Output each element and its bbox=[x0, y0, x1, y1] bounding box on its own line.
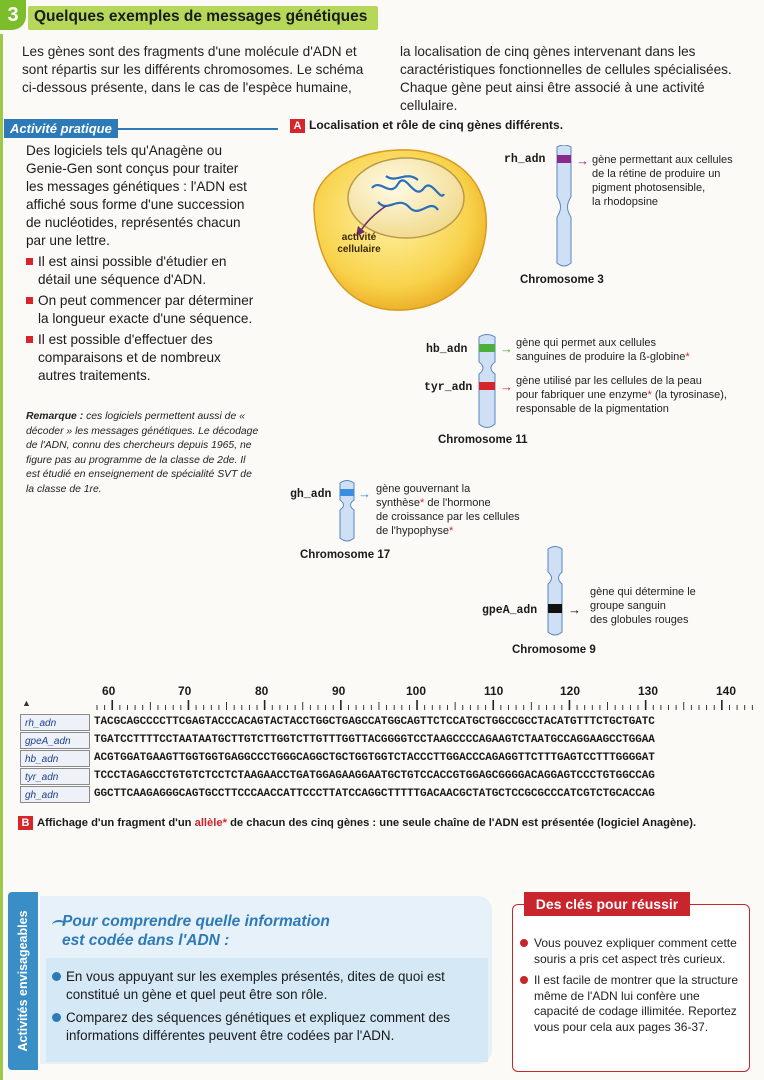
gene-band-tyr bbox=[479, 382, 495, 390]
figure-a-title: A Localisation et rôle de cinq gènes différents. bbox=[290, 118, 563, 133]
remarque-note bbox=[26, 410, 260, 497]
chromosome-17 bbox=[337, 480, 357, 544]
section-title: Quelques exemples de messages génétiques bbox=[34, 8, 368, 25]
activite-bullet: Il est possible d'effectuer des comparaisons et de nombreux autres traitements. bbox=[26, 331, 258, 385]
gene-label-tyr: tyr_adn bbox=[424, 381, 473, 394]
sequence-value: TCCCTAGAGCCTGTGTCTCCTCTAAGAACCTGATGGAGAAGGAATGCTGTCCACCGTGGAGCGGGGACAGGAGTCCCTGTGGCCAG bbox=[94, 770, 655, 782]
ruler-tick-label: 60 bbox=[102, 684, 116, 698]
bullet-dot-icon bbox=[52, 972, 61, 981]
chromosome-3 bbox=[554, 145, 574, 267]
table-row bbox=[16, 768, 756, 785]
gene-desc-hb: gène qui permet aux cellules sanguines de produire la ß-globine* bbox=[516, 337, 690, 363]
activites-list bbox=[52, 968, 482, 1045]
gene-label-gh: gh_adn bbox=[290, 488, 332, 501]
ruler-tick-label: 140 bbox=[716, 684, 737, 698]
sequence-name[interactable]: gpeA_adn bbox=[20, 732, 90, 749]
figure-a-letter: A bbox=[290, 119, 305, 133]
arrow-right-icon: → bbox=[500, 379, 513, 394]
table-row bbox=[16, 786, 756, 803]
sequence-name[interactable]: rh_adn bbox=[20, 714, 90, 731]
activites-title: Pour comprendre quelle information est codée dans l'ADN : bbox=[62, 913, 330, 949]
bullet-dot-icon bbox=[520, 976, 528, 984]
sequence-value: TACGCAGCCCCTTCGAGTACCCACAGTACTACCTGGCTGAGCCATGGCAGTTCTCCATGCTGGCCGCCTACATGTTTCTGCTGATC bbox=[94, 716, 655, 728]
chromosome-11 bbox=[476, 334, 498, 430]
bullet-dot-icon bbox=[520, 939, 528, 947]
page-edge-stripe bbox=[0, 34, 3, 1080]
gene-desc-rh: gène permettant aux cellules de la rétine de produire un pigment photosensible, la rhodopsine bbox=[592, 154, 733, 208]
ruler-ticks bbox=[94, 700, 756, 710]
nucleus bbox=[348, 158, 464, 238]
ruler-tick-label: 120 bbox=[560, 684, 581, 698]
activite-body bbox=[26, 142, 258, 385]
title-swoosh-icon bbox=[52, 920, 66, 930]
activites-side-label-wrap bbox=[8, 892, 38, 1070]
activite-pratique-banner: Activité pratique bbox=[4, 119, 118, 138]
ruler-tick-label: 90 bbox=[332, 684, 346, 698]
table-row bbox=[16, 714, 756, 731]
bullet-dot-icon bbox=[52, 1013, 61, 1022]
ruler-tick-label: 80 bbox=[255, 684, 269, 698]
gene-label-gpeA: gpeA_adn bbox=[482, 604, 538, 617]
gene-desc-tyr: gène utilisé par les cellules de la peau pour fabriquer une enzyme* (la tyrosinase), responsable de la pigmentation bbox=[516, 375, 727, 415]
sequence-name[interactable]: gh_adn bbox=[20, 786, 90, 803]
sequence-name[interactable]: tyr_adn bbox=[20, 768, 90, 785]
chromosome-17-title: Chromosome 17 bbox=[300, 549, 391, 561]
figure-b-caption: B Affichage d'un fragment d'un allèle* de chacun des cinq gènes : une seule chaîne de l'ADN est présentée (logiciel Anagène). bbox=[18, 816, 696, 830]
cles-title: Des clés pour réussir bbox=[524, 892, 690, 916]
allele-term: allèle bbox=[194, 816, 223, 829]
sequence-ruler bbox=[16, 684, 756, 712]
chromosome-11-title: Chromosome 11 bbox=[438, 434, 528, 446]
bullet-square-icon bbox=[26, 336, 33, 343]
list-item: Il est facile de montrer que la structure même de l'ADN lui confère une capacité de codage illimitée. Reportez vous pour cela aux pages 36-37. bbox=[520, 973, 740, 1035]
cles-list bbox=[520, 936, 740, 1035]
arrow-right-icon: → bbox=[500, 341, 513, 356]
gene-desc-gpeA: gène qui détermine le groupe sanguin des globules rouges bbox=[590, 586, 696, 626]
sequence-value: TGATCCTTTTCCTAATAATGCTTGTCTTGGTCTTGTTTGGTTACGGGGTCCTAAGCCCCAGAAGTCTAATGCCAGGAAGCCTGGAA bbox=[94, 734, 655, 746]
remarque-text: ces logiciels permettent aussi de « décoder » les messages génétiques. Le décodage de l'ADN, connu des chercheurs depuis 1965, ne figure pas au programme de la classe de 2de. Il est étudié en enseignement de spécialité SVT de la classe de 1re. bbox=[26, 411, 259, 495]
gene-desc-gh: gène gouvernant la synthèse* de l'hormone de croissance par les cellules de l'hypophyse* bbox=[376, 483, 520, 537]
intro-left-column: Les gènes sont des fragments d'une molécule d'ADN et sont répartis sur les différents chromosomes. Le schéma ci-dessous présente, dans le cas de l'espèce humaine, bbox=[22, 44, 364, 95]
list-item: En vous appuyant sur les exemples présentés, dites de quoi est constitué un gène et quel peut être son rôle. bbox=[52, 968, 482, 1004]
ruler-tick-label: 130 bbox=[638, 684, 659, 698]
scroll-up-icon[interactable]: ▲ bbox=[22, 698, 31, 708]
sequence-value: GGCTTCAAGAGGGCAGTGCCTTCCCAACCATTCCCTTATCCAGGCTTTTTGACAACGCTATGCTCCGCGCCCATCGTCTGCACCAG bbox=[94, 788, 655, 800]
cell-activity-label: activité cellulaire bbox=[337, 232, 381, 255]
activite-divider bbox=[112, 128, 278, 130]
activite-bullet: On peut commencer par déterminer la longueur exacte d'une séquence. bbox=[26, 292, 258, 328]
remarque-label: Remarque : bbox=[26, 411, 84, 422]
ruler-tick-label: 100 bbox=[406, 684, 427, 698]
arrow-right-icon: → bbox=[576, 153, 589, 168]
activite-paragraph: Des logiciels tels qu'Anagène ou Genie-Gen sont conçus pour traiter les messages génétiques : l'ADN est affiché sous forme d'une succession de nucléotides, représentés chacun par une lettre. bbox=[26, 143, 247, 248]
gene-band-gh bbox=[340, 489, 354, 496]
chromosome-9 bbox=[545, 546, 565, 638]
section-number-badge: 3 bbox=[0, 0, 26, 30]
gene-band-hb bbox=[479, 344, 495, 352]
gene-band-rh bbox=[557, 155, 571, 163]
sequence-value: ACGTGGATGAAGTTGGTGGTGAGGCCCTGGGCAGGCTGCTGGTGGTCTACCCTTGGACCCAGAGGTTCTTTGAGTCCTTTGGGGAT bbox=[94, 752, 655, 764]
ruler-tick-label: 70 bbox=[178, 684, 192, 698]
intro-right-column: la localisation de cinq gènes intervenant dans les caractéristiques fonctionnelles de cellules spécialisées. Chaque gène peut ainsi être associé à une activité cellulaire. bbox=[400, 44, 732, 113]
arrow-right-icon: → bbox=[358, 486, 371, 501]
section-header bbox=[0, 0, 764, 36]
arrow-right-icon: → bbox=[568, 602, 581, 617]
cell-illustration bbox=[294, 140, 494, 320]
table-row bbox=[16, 732, 756, 749]
sequence-name[interactable]: hb_adn bbox=[20, 750, 90, 767]
activites-side-label: Activités envisageables bbox=[16, 910, 30, 1052]
bullet-square-icon bbox=[26, 258, 33, 265]
list-item: Vous pouvez expliquer comment cette souris a pris cet aspect très curieux. bbox=[520, 936, 740, 967]
list-item: Comparez des séquences génétiques et expliquez comment des informations différentes peuvent être codées par l'ADN. bbox=[52, 1009, 482, 1045]
chromosome-3-title: Chromosome 3 bbox=[520, 274, 604, 286]
chromosome-9-title: Chromosome 9 bbox=[512, 644, 596, 656]
ruler-tick-label: 110 bbox=[484, 684, 504, 698]
bullet-square-icon bbox=[26, 297, 33, 304]
table-row bbox=[16, 750, 756, 767]
gene-label-hb: hb_adn bbox=[426, 343, 468, 356]
gene-label-rh: rh_adn bbox=[504, 153, 546, 166]
activite-bullet: Il est ainsi possible d'étudier en détail une séquence d'ADN. bbox=[26, 253, 258, 289]
figure-b-letter: B bbox=[18, 816, 33, 830]
gene-band-gpeA bbox=[548, 604, 562, 613]
